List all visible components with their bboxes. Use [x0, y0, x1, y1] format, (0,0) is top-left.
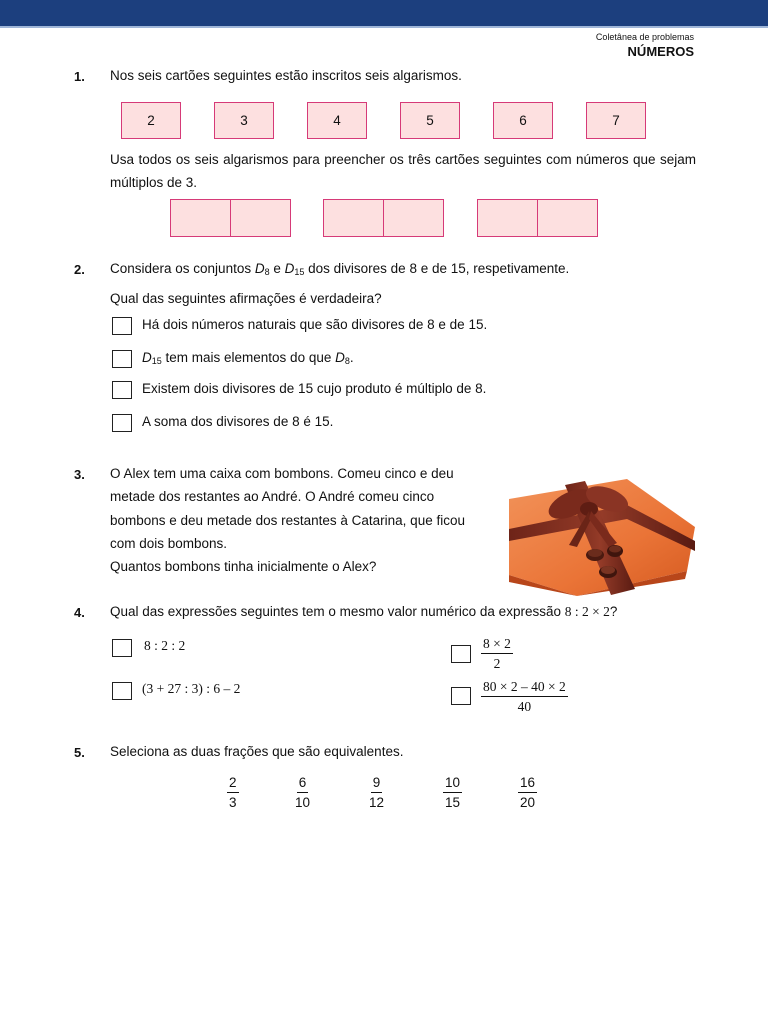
fraction-numerator: 80 × 2 – 40 × 2 — [481, 679, 568, 697]
answer-card-slot[interactable] — [383, 199, 444, 237]
option-c-expression: (3 + 27 : 3) : 6 – 2 — [142, 681, 241, 696]
fraction-denominator: 20 — [520, 795, 536, 810]
fraction-option[interactable] — [369, 775, 384, 811]
fraction-numerator: 6 — [297, 775, 309, 793]
question-1-number: 1. — [74, 69, 85, 84]
question-1-instruction: Usa todos os seis algarismos para preencher os três cartões seguintes com números que sejam múltiplos de 3. — [110, 152, 696, 190]
fraction-numerator: 8 × 2 — [481, 636, 513, 654]
option-d-fraction — [481, 679, 568, 715]
option-a-text: Há dois números naturais que são divisores de 8 e de 15. — [142, 317, 488, 332]
option-c-text: Existem dois divisores de 15 cujo produto é múltiplo de 8. — [142, 381, 487, 396]
option-checkbox[interactable] — [112, 381, 132, 399]
question-5-number: 5. — [74, 745, 85, 760]
question-3-line: bombons e deu metade dos restantes à Catarina, que ficou — [110, 513, 465, 528]
header-subtitle: Coletânea de problemas — [595, 32, 694, 42]
question-3-number: 3. — [74, 467, 85, 482]
fraction-denominator: 12 — [369, 795, 385, 810]
question-3-line: com dois bombons. — [110, 536, 228, 551]
fraction-denominator: 3 — [229, 795, 237, 810]
question-3-line: metade dos restantes ao André. O André comeu cinco — [110, 489, 435, 504]
answer-card-slot[interactable] — [323, 199, 384, 237]
option-a-expression: 8 : 2 : 2 — [144, 638, 186, 653]
question-4-text: Qual das expressões seguintes tem o mesmo valor numérico da expressão 8 : 2 × 2? — [110, 604, 618, 619]
option-checkbox[interactable] — [451, 687, 471, 705]
option-checkbox[interactable] — [112, 414, 132, 432]
option-checkbox[interactable] — [112, 350, 132, 368]
answer-card-slot[interactable] — [170, 199, 231, 237]
fraction-option[interactable] — [443, 775, 462, 811]
option-b-text: $D_{15}$ tem mais elementos do que $D_8$. — [142, 350, 354, 366]
header-title: NÚMEROS — [627, 44, 694, 59]
header-bar — [0, 0, 768, 26]
answer-card-slot[interactable] — [477, 199, 538, 237]
fraction-denominator: 15 — [445, 795, 461, 810]
chocolate-box-image — [507, 479, 695, 596]
fraction-option[interactable] — [227, 775, 239, 811]
option-d-text: A soma dos divisores de 8 é 15. — [142, 414, 334, 429]
question-4-number: 4. — [74, 605, 85, 620]
fraction-option[interactable] — [295, 775, 310, 811]
question-1-text: Nos seis cartões seguintes estão inscritos seis algarismos. — [110, 68, 462, 83]
digit-card: 3 — [214, 102, 274, 139]
fraction-denominator: 2 — [493, 656, 501, 671]
fraction-numerator: 2 — [227, 775, 239, 793]
option-checkbox[interactable] — [112, 682, 132, 700]
option-checkbox[interactable] — [112, 639, 132, 657]
option-checkbox[interactable] — [112, 317, 132, 335]
fraction-option[interactable] — [518, 775, 537, 811]
digit-card: 6 — [493, 102, 553, 139]
question-5-text: Seleciona as duas frações que são equivalentes. — [110, 744, 404, 759]
answer-card-slot[interactable] — [230, 199, 291, 237]
answer-card-slot[interactable] — [537, 199, 598, 237]
question-2-number: 2. — [74, 262, 85, 277]
question-2-prompt: Qual das seguintes afirmações é verdadeira? — [110, 291, 382, 306]
option-b-fraction — [481, 636, 513, 672]
digit-card: 7 — [586, 102, 646, 139]
question-3-line: O Alex tem uma caixa com bombons. Comeu cinco e deu — [110, 466, 454, 481]
digit-card: 4 — [307, 102, 367, 139]
fraction-denominator: 10 — [295, 795, 311, 810]
question-3-line: Quantos bombons tinha inicialmente o Alex? — [110, 559, 377, 574]
fraction-numerator: 9 — [371, 775, 383, 793]
header-divider — [0, 26, 768, 28]
fraction-numerator: 16 — [518, 775, 537, 793]
digit-card: 2 — [121, 102, 181, 139]
digit-card: 5 — [400, 102, 460, 139]
fraction-denominator: 40 — [517, 699, 532, 714]
fraction-numerator: 10 — [443, 775, 462, 793]
question-2-text: Considera os conjuntos $D_8$ e $D_{15}$ dos divisores de 8 e de 15, respetivamente. — [110, 261, 570, 277]
option-checkbox[interactable] — [451, 645, 471, 663]
